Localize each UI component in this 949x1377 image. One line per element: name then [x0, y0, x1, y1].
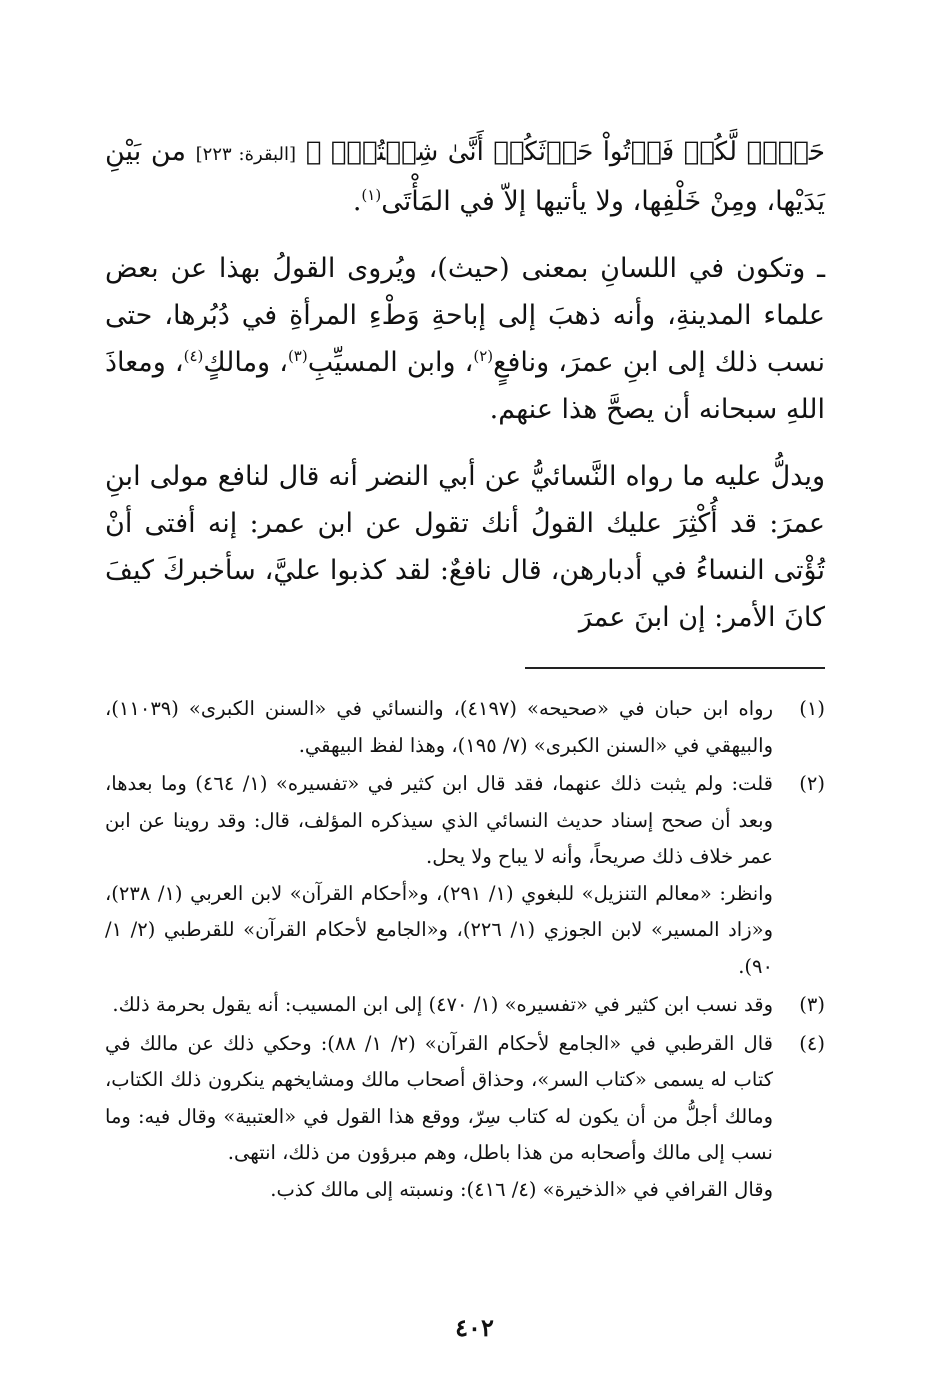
footnote-ref-3[interactable]: (٣): [287, 347, 308, 365]
footnote-line: قال القرطبي في «الجامع لأحكام القرآن» (٢/ ١/ ٨٨): وحكي ذلك عن مالك في كتاب له يسمى «كتاب السر»، وحذاق أصحاب مالك ومشايخهم ينكرون ذلك الكتاب، ومالك أجلُّ من أن يكون له كتاب سِرّ، ووقع هذا القول في «العتبية» وقال فيه: وما نسب إلى مالك وأصحابه من هذا باطل، وهم مبرؤون من ذلك، انتهى.: [105, 1031, 773, 1164]
surah-citation: [البقرة: ٢٢٣]: [195, 144, 296, 165]
footnote-1: [105, 691, 825, 764]
page-number: ٤٠٢: [455, 1313, 494, 1342]
footnote-2: [105, 766, 825, 985]
footnote-number: (٣): [799, 993, 825, 1016]
paragraph-2-part-2: ، وابن المسيِّبِ: [307, 347, 474, 378]
footnote-3: [105, 987, 825, 1024]
footnote-separator: [525, 667, 825, 669]
footnote-body: [105, 766, 773, 985]
footnote-4: [105, 1026, 825, 1209]
paragraph-2: [105, 245, 825, 433]
footnote-line: قلت: ولم يثبت ذلك عنهما، فقد قال ابن كثير في «تفسيره» (١/ ٤٦٤) وما بعدها، وبعد أن صحح إسناد حديث النسائي الذي سيذكره المؤلف، قال: وقد روينا عن ابن عمر خلاف ذلك صريحاً، وأنه لا يباح ولا يحل.: [105, 772, 773, 868]
footnote-number: (٤): [799, 1031, 825, 1055]
footnote-ref-1[interactable]: (١): [361, 186, 382, 204]
footnote-ref-4[interactable]: (٤): [183, 347, 204, 365]
footnote-number: (٢): [799, 772, 825, 795]
paragraph-1: [105, 128, 825, 225]
footnote-body: [105, 987, 773, 1024]
book-page: [105, 128, 825, 1210]
footnote-line: رواه ابن حبان في «صحيحه» (٤١٩٧)، والنسائي في «السنن الكبرى» (١١٠٣٩)، والبيهقي في «السنن الكبرى» (٧/ ١٩٥)، وهذا لفظ البيهقي.: [105, 697, 773, 757]
footnote-ref-2[interactable]: (٢): [473, 347, 494, 365]
quran-verse: حَرۡثٞ لَّكُمۡ فَأۡتُواْ حَرۡثَكُمۡ أَنَّىٰ شِئۡتُمۡۖ ﴾: [305, 137, 825, 167]
footnote-body: [105, 1026, 773, 1209]
paragraph-2-part-3: ، ومالكٍ: [203, 347, 288, 378]
main-text: [105, 128, 825, 641]
paragraph-1-end: .: [352, 186, 362, 217]
footnote-body: [105, 691, 773, 764]
footnotes: [105, 691, 825, 1208]
footnote-line: وقال القرافي في «الذخيرة» (٤/ ٤١٦): ونسبته إلى مالك كذب.: [270, 1177, 773, 1201]
paragraph-2-part-1: ـ وتكون في اللسانِ بمعنى (حيث)، ويُروى القولُ بهذا عن بعض علماء المدينةِ، وأنه ذهبَ إلى إباحةِ وَطْءِ المرأةِ في دُبُرها، حتى نسب ذلك إلى ابنِ عمرَ، ونافعٍ: [105, 253, 826, 378]
paragraph-2-part-4: ، ومعاذَ اللهِ سبحانه أن يصحَّ هذا عنهم.: [105, 347, 825, 425]
footnote-line: وانظر: «معالم التنزيل» للبغوي (١/ ٢٩١)، و«أحكام القرآن» لابن العربي (١/ ٢٣٨)، و«زاد المسير» لابن الجوزي (١/ ٢٢٦)، و«الجامع لأحكام القرآن» للقرطبي (٢/ ١/ ٩٠).: [105, 881, 773, 978]
footnote-line: وقد نسب ابن كثير في «تفسيره» (١/ ٤٧٠) إلى ابن المسيب: أنه يقول بحرمة ذلك.: [112, 993, 773, 1016]
paragraph-3: ويدلُّ عليه ما رواه النَّسائيُّ عن أبي النضر أنه قال لنافع مولى ابنِ عمرَ: قد أُكْثِرَ عليك القولُ أنك تقول عن ابن عمر: إنه أفتى أنْ تُؤْتى النساءُ في أدبارهن، قال نافعٌ: لقد كذبوا عليَّ، سأخبركَ كيفَ كانَ الأمر: إن ابنَ عمرَ: [105, 461, 825, 633]
footnote-number: (١): [799, 697, 825, 720]
paragraph-1-text: من بَيْنِ يَدَيْها، ومِنْ خَلْفِها، ولا يأتيها إلاّ في المَأْتَى: [105, 136, 825, 217]
